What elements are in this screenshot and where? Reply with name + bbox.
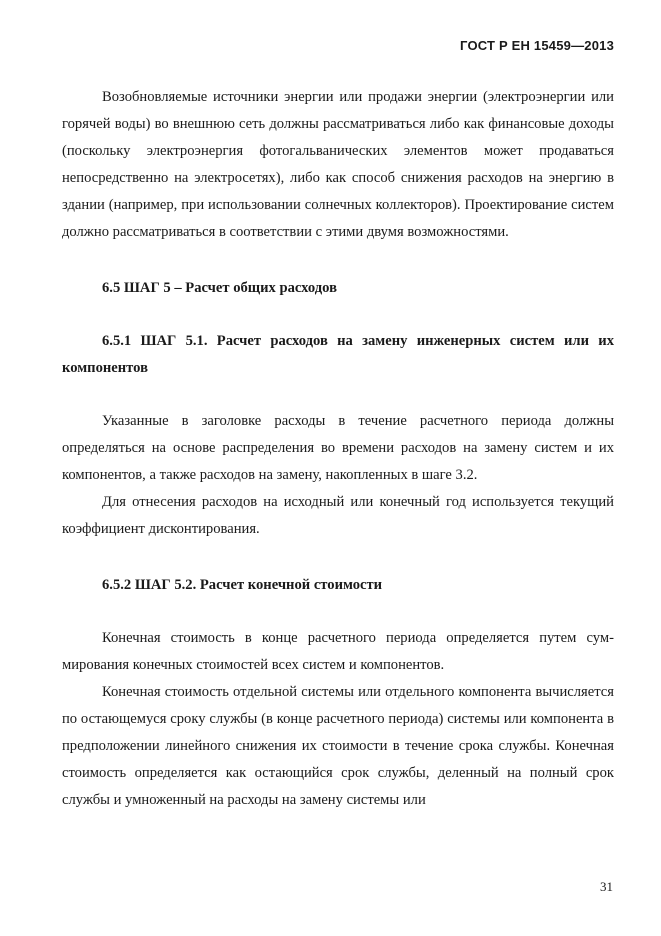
heading-6-5: 6.5 ШАГ 5 – Расчет общих расходов bbox=[102, 280, 337, 296]
document-standard-header: ГОСТ Р ЕН 15459—2013 bbox=[460, 38, 614, 53]
paragraph-replacement-costs: Указанные в заголовке расходы в течение расчетного периода должны определяться на основе распределения во времени расходов на замену систем и их компонентов, а также расходов на замену, накопленных в шаге 3.2. bbox=[62, 413, 614, 483]
paragraph-discount-factor: Для отнесения расходов на исходный или конечный год используется текущий коэффициент дисконтирования. bbox=[62, 494, 614, 537]
heading-6-5-2: 6.5.2 ШАГ 5.2. Расчет конечной стоимости bbox=[102, 577, 383, 593]
page-number: 31 bbox=[600, 879, 613, 894]
heading-6-5-1: 6.5.1 ШАГ 5.1. Расчет расходов на замену инженерных систем или их компонентов bbox=[62, 333, 614, 376]
paragraph-final-value-component: Конечная стоимость отдельной системы или отдельного компонента вычисляется по остающемуся сроку службы (в конце расчетного периода) системы или компонента в предположении линейного снижения их стоимости в течение срока службы. Конечная стоимость определяется как остающийся срок службы, деленный на полный срок службы и умноженный на расходы на замену системы или bbox=[62, 684, 614, 808]
page-body bbox=[62, 84, 614, 814]
paragraph-final-value-sum: Конечная стоимость в конце расчетного периода определяется путем суммирования конечных стоимостей всех систем и компонентов. bbox=[62, 630, 614, 673]
paragraph-renewable-energy: Возобновляемые источники энергии или продажи энергии (электроэнергии или горячей воды) во внешнюю сеть должны рассматриваться либо как финансовые доходы (поскольку электроэнергия фотогальванических элементов может продаваться непосредственно на электросетях), либо как способ снижения расходов на энергию в здании (например, при использовании солнечных коллекторов). Проектирование систем должно рассматриваться в соответствии с этими двумя возможностями. bbox=[62, 89, 614, 240]
